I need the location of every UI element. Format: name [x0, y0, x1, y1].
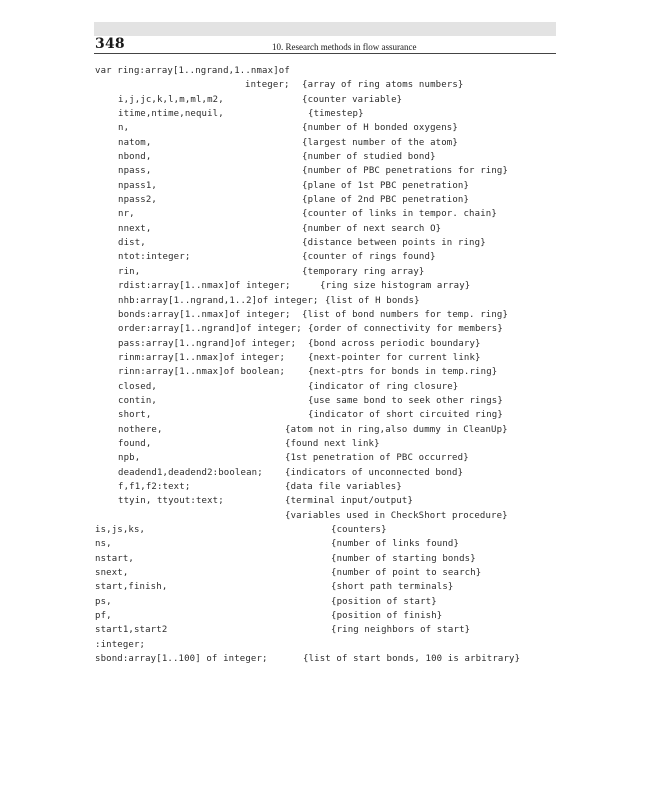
code-comment: {bond across periodic boundary} [308, 338, 481, 349]
code-comment: {ring neighbors of start} [331, 625, 471, 636]
code-line [0, 310, 647, 324]
code-line [0, 439, 647, 453]
code-comment: {timestep} [308, 109, 364, 120]
code-line [0, 539, 647, 553]
code-comment: {plane of 1st PBC penetration} [302, 180, 470, 191]
code-text: order:array[1..ngrand]of integer; [118, 324, 302, 335]
code-line [0, 568, 647, 582]
code-line [0, 166, 647, 180]
code-comment: {plane of 2nd PBC penetration} [302, 195, 470, 206]
code-comment: {indicator of short circuited ring} [308, 410, 503, 421]
code-comment: {next-ptrs for bonds in temp.ring} [308, 367, 498, 378]
code-comment: {position of finish} [331, 611, 443, 622]
top-gray-band [94, 22, 556, 36]
code-comment: {distance between points in ring} [302, 238, 486, 249]
code-comment: {number of studied bond} [302, 152, 436, 163]
code-line [0, 468, 647, 482]
code-line [0, 152, 647, 166]
code-text: rinm:array[1..nmax]of integer; [118, 352, 286, 363]
code-comment: {position of start} [331, 596, 437, 607]
code-text: found, [118, 438, 152, 449]
code-text: npb, [118, 453, 141, 464]
code-line [0, 195, 647, 209]
code-text: contin, [118, 395, 157, 406]
code-text: :integer; [95, 639, 146, 650]
code-line [0, 252, 647, 266]
code-comment: {array of ring atoms numbers} [302, 80, 464, 91]
code-comment: {counter of rings found} [302, 252, 436, 263]
code-line [0, 109, 647, 123]
code-comment: {counter variable} [302, 94, 403, 105]
code-comment: {list of bond numbers for temp. ring} [302, 309, 509, 320]
code-text: npass1, [118, 180, 157, 191]
code-line [0, 582, 647, 596]
code-text: start,finish, [95, 582, 168, 593]
code-comment: {1st penetration of PBC occurred} [285, 453, 469, 464]
code-comment: {data file variables} [285, 481, 402, 492]
code-line [0, 224, 647, 238]
code-line [0, 367, 647, 381]
code-line [0, 209, 647, 223]
code-text: closed, [118, 381, 157, 392]
code-line [0, 138, 647, 152]
code-text: pf, [95, 611, 112, 622]
code-text: f,f1,f2:text; [118, 481, 191, 492]
code-comment: {short path terminals} [331, 582, 454, 593]
code-text: var ring:array[1..ngrand,1..nmax]of [95, 66, 290, 76]
code-line [0, 654, 647, 668]
code-line [0, 238, 647, 252]
code-line [0, 324, 647, 338]
code-line [0, 281, 647, 295]
code-line [0, 339, 647, 353]
code-text: nothere, [118, 424, 163, 435]
code-text: is,js,ks, [95, 525, 146, 535]
code-line [0, 453, 647, 467]
code-text: nnext, [118, 223, 152, 234]
code-text: n, [118, 123, 130, 134]
code-line [0, 95, 647, 109]
code-line [0, 353, 647, 367]
code-text: integer; [245, 80, 290, 91]
code-line [0, 181, 647, 195]
running-head: 10. Research methods in flow assurance [272, 42, 417, 52]
code-comment: {indicators of unconnected bond} [285, 467, 464, 478]
code-text: snext, [95, 568, 129, 579]
code-comment: {variables used in CheckShort procedure} [285, 510, 508, 521]
code-line [0, 425, 647, 439]
code-line [0, 511, 647, 525]
code-line [0, 554, 647, 568]
code-text: npass2, [118, 195, 157, 206]
code-comment: {list of start bonds, 100 is arbitrary} [303, 654, 521, 665]
page-number: 348 [95, 36, 125, 52]
code-text: nhb:array[1..ngrand,1..2]of integer; [118, 295, 319, 306]
code-comment: {number of next search O} [302, 223, 442, 234]
code-line [0, 80, 647, 94]
code-comment: {use same bond to seek other rings} [308, 395, 503, 406]
code-text: nbond, [118, 152, 152, 163]
code-text: rinn:array[1..nmax]of boolean; [118, 367, 286, 378]
code-text: bonds:array[1..nmax]of integer; [118, 309, 291, 320]
header-rule [94, 53, 556, 54]
code-comment: {number of starting bonds} [331, 553, 476, 564]
code-line [0, 267, 647, 281]
code-text: ps, [95, 596, 112, 607]
code-comment: {number of point to search} [331, 568, 482, 579]
code-text: ttyin, ttyout:text; [118, 496, 224, 507]
code-text: dist, [118, 238, 146, 249]
code-comment: {number of H bonded oxygens} [302, 123, 458, 134]
code-comment: {order of connectivity for members} [308, 324, 503, 335]
code-line [0, 123, 647, 137]
code-line [0, 410, 647, 424]
code-line [0, 66, 647, 80]
code-line [0, 625, 647, 639]
code-line [0, 525, 647, 539]
code-text: natom, [118, 137, 152, 148]
code-text: npass, [118, 166, 152, 177]
code-comment: {temporary ring array} [302, 266, 425, 277]
code-comment: {found next link} [285, 438, 380, 449]
code-line [0, 382, 647, 396]
code-comment: {next-pointer for current link} [308, 352, 481, 363]
code-text: itime,ntime,nequil, [118, 109, 224, 120]
code-text: short, [118, 410, 152, 421]
code-line [0, 611, 647, 625]
code-line [0, 482, 647, 496]
code-text: start1,start2 [95, 625, 168, 636]
code-text: i,j,jc,k,l,m,ml,m2, [118, 94, 224, 105]
code-comment: {counter of links in tempor. chain} [302, 209, 497, 220]
code-text: nr, [118, 209, 135, 220]
code-comment: {terminal input/output} [285, 496, 414, 507]
code-line [0, 396, 647, 410]
code-text: ntot:integer; [118, 252, 191, 263]
code-comment: {number of links found} [331, 539, 460, 550]
code-listing [0, 66, 647, 668]
code-text: deadend1,deadend2:boolean; [118, 467, 263, 478]
code-line [0, 296, 647, 310]
code-line [0, 640, 647, 654]
code-comment: {counters} [331, 525, 387, 535]
code-text: sbond:array[1..100] of integer; [95, 654, 268, 665]
code-text: pass:array[1..ngrand]of integer; [118, 338, 297, 349]
code-comment: {ring size histogram array} [320, 281, 471, 292]
code-comment: {atom not in ring,also dummy in CleanUp} [285, 424, 508, 435]
code-text: rdist:array[1..nmax]of integer; [118, 281, 291, 292]
code-text: ns, [95, 539, 112, 550]
code-comment: {largest number of the atom} [302, 137, 458, 148]
code-comment: {number of PBC penetrations for ring} [302, 166, 509, 177]
code-text: rin, [118, 266, 141, 277]
code-line [0, 597, 647, 611]
code-comment: {indicator of ring closure} [308, 381, 459, 392]
code-text: nstart, [95, 553, 134, 564]
code-line [0, 496, 647, 510]
code-comment: {list of H bonds} [325, 295, 420, 306]
